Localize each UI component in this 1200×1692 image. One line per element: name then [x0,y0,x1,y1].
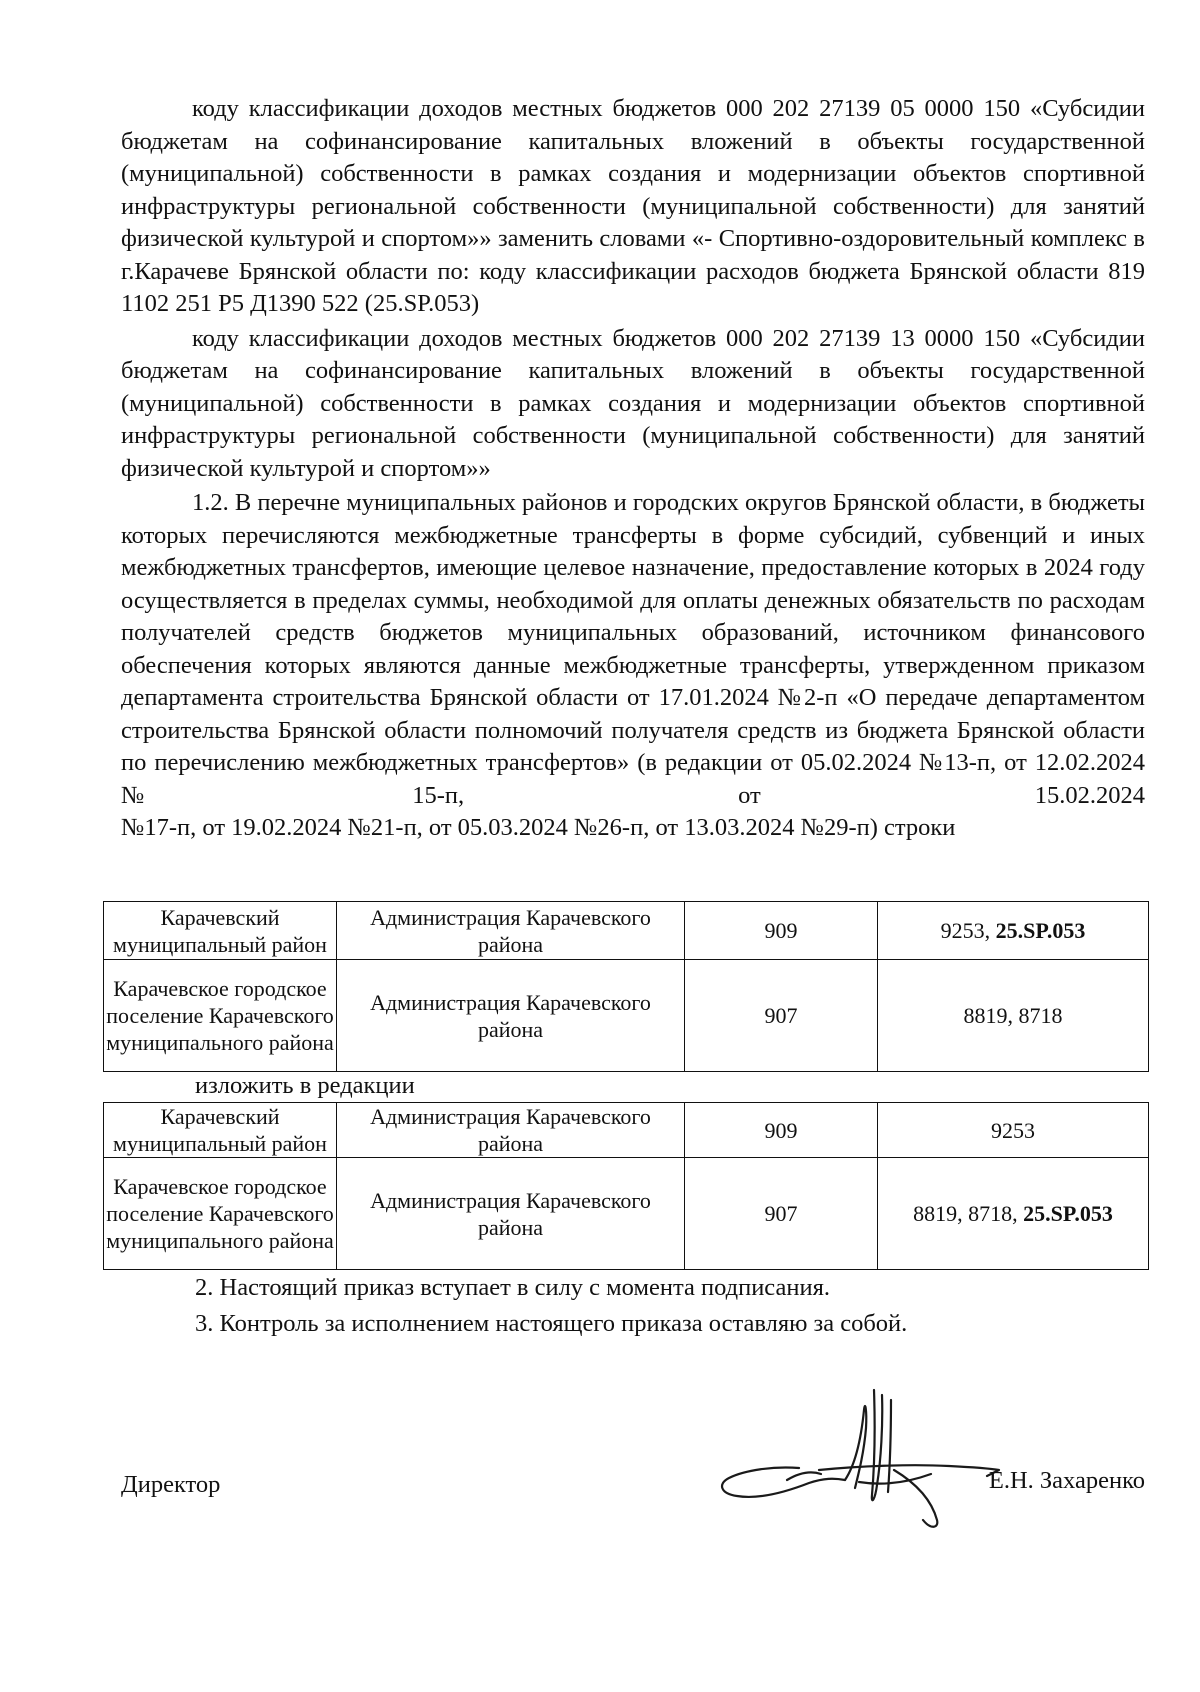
signature-block [121,1450,1145,1560]
values-text: 8819, 8718 [963,1003,1063,1028]
table-old-rows [103,901,1149,1072]
table-cell-administration: Администрация Карачевского района [337,902,685,960]
table-row [104,1103,1149,1158]
table-cell-municipality: Карачевское городское поселение Карачевского муниципального района [104,1158,337,1270]
values-text: 9253, [940,918,991,943]
signatory-title: Директор [121,1471,221,1498]
table-new-rows [103,1102,1149,1270]
between-label: изложить в редакции [195,1072,415,1099]
table-cell-administration: Администрация Карачевского района [337,960,685,1072]
paragraph-income-code-05: коду классификации доходов местных бюджетов 000 202 27139 05 0000 150 «Субсидии бюджетам на софинансирование капитальных вложений в объекты государственной (муниципальной) собственности в рамках создания и модернизации объектов спортивной инфраструктуры региональной собственности (муниципальной собственности) для занятий физической культурой и спортом»» заменить словами «- Спортивно-оздоровительный комплекс в г.Карачеве Брянской области по: коду классификации расходов бюджета Брянской области 819 1102 251 Р5 Д1390 522 (25.SP.053) [121,95,1145,317]
table-cell-code: 909 [685,1103,878,1158]
table-cell-values [878,1103,1149,1158]
table-cell-administration: Администрация Карачевского района [337,1103,685,1158]
values-bold-text: 25.SP.053 [995,918,1086,943]
table-cell-code: 909 [685,902,878,960]
table-cell-values [878,960,1149,1072]
handwritten-signature-icon [669,1370,1069,1560]
signatory-name: Е.Н. Захаренко [988,1467,1145,1494]
table-cell-municipality: Карачевский муниципальный район [104,1103,337,1158]
table-cell-values [878,902,1149,960]
table-cell-code: 907 [685,1158,878,1270]
table-cell-code: 907 [685,960,878,1072]
table-row [104,1158,1149,1270]
item-2-effective-date: 2. Настоящий приказ вступает в силу с момента подписания. [195,1274,830,1301]
table-row [104,960,1149,1072]
values-bold-text: 25.SP.053 [1023,1201,1113,1226]
body-text-top [121,93,1145,845]
table-cell-administration: Администрация Карачевского района [337,1158,685,1270]
values-text: 8819, 8718, [913,1201,1018,1226]
item-3-control: 3. Контроль за исполнением настоящего приказа оставляю за собой. [195,1310,908,1337]
paragraph-item-1-2-tail: №17-п, от 19.02.2024 №21-п, от 05.03.2024 №26-п, от 13.03.2024 №29-п) строки [121,814,956,841]
paragraph-income-code-13: коду классификации доходов местных бюджетов 000 202 27139 13 0000 150 «Субсидии бюджетам на софинансирование капитальных вложений в объекты государственной (муниципальной) собственности в рамках создания и модернизации объектов спортивной инфраструктуры региональной собственности (муниципальной собственности) для занятий физической культурой и спортом»» [121,324,1145,482]
table-cell-municipality: Карачевский муниципальный район [104,902,337,960]
values-text: 9253 [991,1117,1035,1143]
table-cell-values [878,1158,1149,1270]
paragraph-item-1-2: 1.2. В перечне муниципальных районов и городских округов Брянской области, в бюджеты которых перечисляются межбюджетные трансферты в форме субсидий, субвенций и иных межбюджетных трансфертов, имеющие целевое назначение, предоставление которых в 2024 году осуществляется в пределах суммы, необходимой для оплаты денежных обязательств по расходам получателей средств бюджетов муниципальных образований, источником финансового обеспечения которых являются данные межбюджетные трансферты, утвержденном приказом департамента строительства Брянской области от 17.01.2024 №2-п «О передаче департаментом строительства Брянской области полномочий получателя средств из бюджета Брянской области по перечислению межбюджетных трансфертов» (в редакции от 05.02.2024 №13-п, от 12.02.2024 №15-п, от 15.02.2024 [121,489,1145,809]
table-row [104,902,1149,960]
table-cell-municipality: Карачевское городское поселение Карачевского муниципального района [104,960,337,1072]
